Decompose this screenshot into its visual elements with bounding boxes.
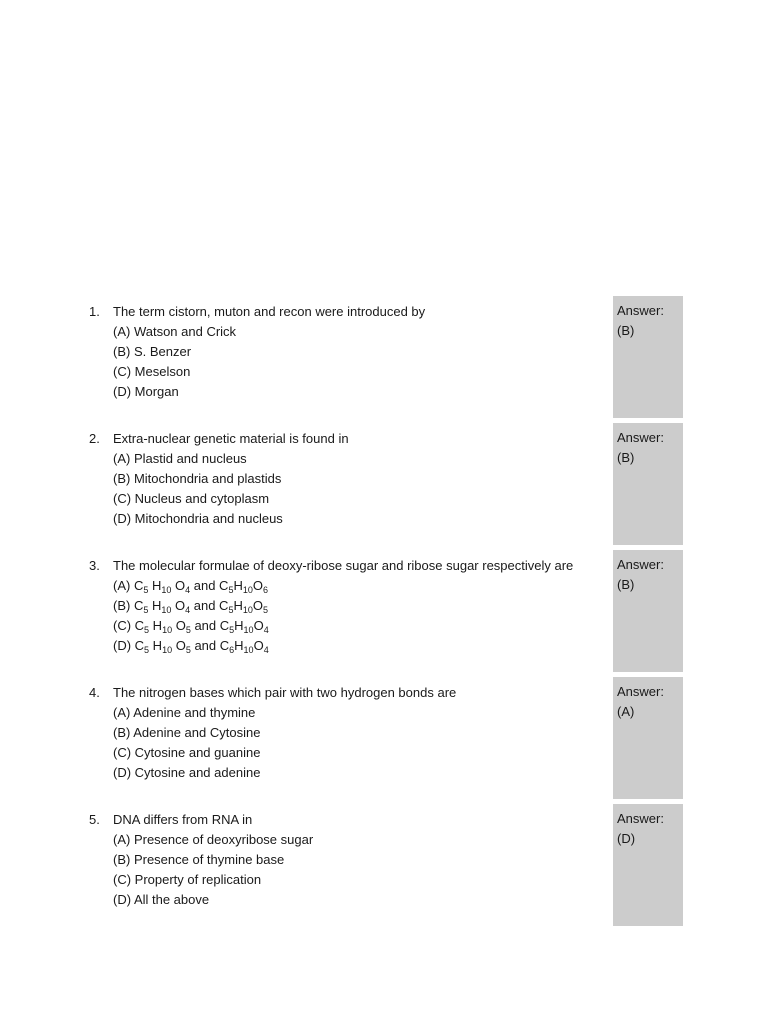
option-d: (D) $C_5$ $H_{10}$ $O_5$ and $C_6H_{10}O_4$ — [113, 638, 269, 655]
option-b: (B) Mitochondria and plastids — [113, 471, 282, 486]
option-d: (D) Cytosine and adenine — [113, 765, 261, 780]
question-number: 3. — [89, 558, 100, 573]
answer-box — [613, 677, 683, 799]
question-body — [113, 556, 603, 656]
option-c: (C) Meselson — [113, 364, 191, 379]
answer-label: Answer: — [617, 303, 664, 318]
option-b: (B) $C_5$ $H_{10}$ $O_4$ and $C_5H_{10}O_5$ — [113, 598, 268, 615]
answer-box — [613, 296, 683, 418]
answer-label: Answer: — [617, 430, 664, 445]
question-number: 2. — [89, 431, 100, 446]
answer-label: Answer: — [617, 557, 664, 572]
question-text: Extra-nuclear genetic material is found in — [113, 431, 349, 446]
option-d: (D) All the above — [113, 892, 210, 907]
answer-box — [613, 804, 683, 926]
option-b: (B) S. Benzer — [113, 344, 192, 359]
option-c: (C) Property of replication — [113, 872, 262, 887]
option-d: (D) Morgan — [113, 384, 179, 399]
option-a: (A) Adenine and thymine — [113, 705, 256, 720]
question-body — [113, 429, 603, 529]
answer-value: (A) — [617, 704, 635, 719]
question-text: The molecular formulae of deoxy-ribose sugar and ribose sugar respectively are — [113, 558, 574, 573]
question-block-1 — [0, 296, 768, 418]
question-body — [113, 302, 603, 402]
question-number: 1. — [89, 304, 100, 319]
question-text: DNA differs from RNA in — [113, 812, 253, 827]
question-number: 5. — [89, 812, 100, 827]
question-block-3 — [0, 550, 768, 672]
option-d: (D) Mitochondria and nucleus — [113, 511, 283, 526]
option-a: (A) Plastid and nucleus — [113, 451, 247, 466]
answer-label: Answer: — [617, 811, 664, 826]
option-a: (A) Watson and Crick — [113, 324, 237, 339]
answer-value: (B) — [617, 323, 635, 338]
option-a: (A) Presence of deoxyribose sugar — [113, 832, 314, 847]
answer-label: Answer: — [617, 684, 664, 699]
question-block-4 — [0, 677, 768, 799]
option-c: (C) $C_5$ $H_{10}$ $O_5$ and $C_5H_{10}O_4$ — [113, 618, 269, 635]
question-text: The nitrogen bases which pair with two hydrogen bonds are — [113, 685, 457, 700]
question-block-5 — [0, 804, 768, 926]
answer-box — [613, 423, 683, 545]
answer-box — [613, 550, 683, 672]
answer-value: (D) — [617, 831, 636, 846]
option-b: (B) Adenine and Cytosine — [113, 725, 261, 740]
answer-value: (B) — [617, 450, 635, 465]
question-text: The term cistorn, muton and recon were introduced by — [113, 304, 426, 319]
option-c: (C) Nucleus and cytoplasm — [113, 491, 270, 506]
option-b: (B) Presence of thymine base — [113, 852, 285, 867]
question-number: 4. — [89, 685, 100, 700]
option-a: (A) $C_5$ $H_{10}$ $O_4$ and $C_5H_{10}O_6$ — [113, 578, 268, 595]
question-block-2 — [0, 423, 768, 545]
question-body — [113, 683, 603, 783]
option-c: (C) Cytosine and guanine — [113, 745, 261, 760]
question-body — [113, 810, 603, 910]
answer-value: (B) — [617, 577, 635, 592]
